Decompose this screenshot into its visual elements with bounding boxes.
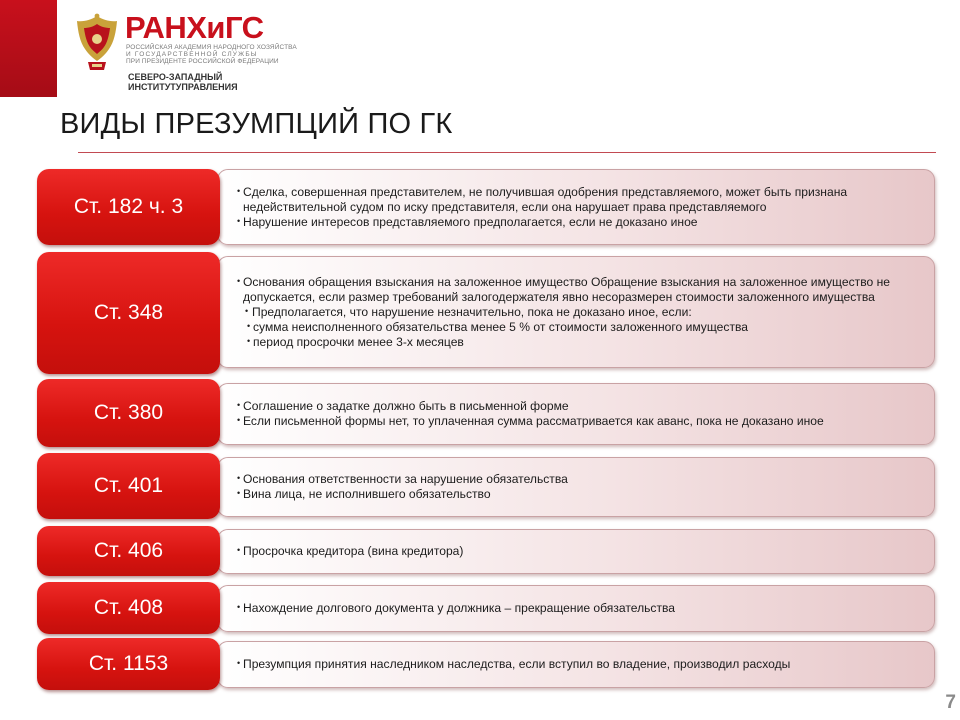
presumption-items — [237, 169, 919, 245]
slide-title: ВИДЫ ПРЕЗУМПЦИЙ ПО ГК — [60, 108, 453, 140]
presumption-row — [37, 453, 935, 519]
brand-subtitle — [126, 44, 297, 65]
presumption-row — [37, 169, 935, 245]
bullet-item: • Предполагается, что нарушение незначительно, пока не доказано иное, если: — [237, 305, 919, 320]
bullet-item: • Основания ответственности за нарушение обязательства — [237, 472, 919, 487]
presumption-items — [237, 457, 919, 517]
brand-subtitle-line: РОССИЙСКАЯ АКАДЕМИЯ НАРОДНОГО ХОЗЯЙСТВА — [126, 44, 297, 51]
presumption-row — [37, 252, 935, 374]
article-label: Ст. 401 — [37, 453, 220, 519]
bullet-item: • Нахождение долгового документа у должника – прекращение обязательства — [237, 601, 919, 616]
presumption-items — [237, 529, 919, 574]
article-label: Ст. 380 — [37, 379, 220, 447]
bullet-item: • Презумпция принятия наследником наследства, если вступил во владение, производил расходы — [237, 657, 919, 672]
article-label: Ст. 406 — [37, 526, 220, 576]
title-divider — [78, 152, 936, 153]
ranepa-logo — [74, 10, 297, 100]
bullet-item: • Вина лица, не исполнившего обязательство — [237, 487, 919, 502]
presumption-row — [37, 582, 935, 634]
coat-of-arms-icon — [74, 12, 120, 74]
presumption-row — [37, 526, 935, 576]
bullet-item: • Нарушение интересов представляемого предполагается, если не доказано иное — [237, 215, 919, 230]
page-number: 7 — [945, 692, 956, 713]
branch-line: СЕВЕРО-ЗАПАДНЫЙ — [128, 72, 223, 82]
bullet-item: • период просрочки менее 3-х месяцев — [237, 335, 919, 350]
presumption-row — [37, 379, 935, 447]
presumption-items — [237, 256, 919, 368]
article-label: Ст. 348 — [37, 252, 220, 374]
article-label: Ст. 1153 — [37, 638, 220, 690]
brand-subtitle-line: ПРИ ПРЕЗИДЕНТЕ РОССИЙСКОЙ ФЕДЕРАЦИИ — [126, 58, 279, 65]
bullet-item: • Соглашение о задатке должно быть в письменной форме — [237, 399, 919, 414]
bullet-item: • сумма неисполненного обязательства менее 5 % от стоимости заложенного имущества — [237, 320, 919, 335]
article-label: Ст. 408 — [37, 582, 220, 634]
branch-line: ИНСТИТУТУПРАВЛЕНИЯ — [128, 82, 238, 92]
header-red-bar — [0, 0, 57, 97]
bullet-item: • Просрочка кредитора (вина кредитора) — [237, 544, 919, 559]
article-label: Ст. 182 ч. 3 — [37, 169, 220, 245]
presumption-items — [237, 641, 919, 688]
presumption-items — [237, 585, 919, 632]
presumption-items — [237, 383, 919, 445]
bullet-item: • Сделка, совершенная представителем, не получившая одобрения представляемого, может быть признана недействительной судом по иску представителя, если она нарушает права представляемого — [237, 185, 919, 215]
branch-name — [128, 72, 238, 92]
bullet-item: • Если письменной формы нет, то уплаченная сумма рассматривается как аванс, пока не доказано иное — [237, 414, 919, 429]
bullet-item: • Основания обращения взыскания на заложенное имущество Обращение взыскания на заложенное имущество не допускается, если размер требований залогодержателя явно несоразмерен стоимости заложенного имущества — [237, 275, 919, 305]
brand-name: РАНХиГС — [125, 10, 264, 45]
presumption-row — [37, 638, 935, 690]
brand-subtitle-line: И ГОСУДАРСТВЕННОЙ СЛУЖБЫ — [126, 51, 258, 58]
